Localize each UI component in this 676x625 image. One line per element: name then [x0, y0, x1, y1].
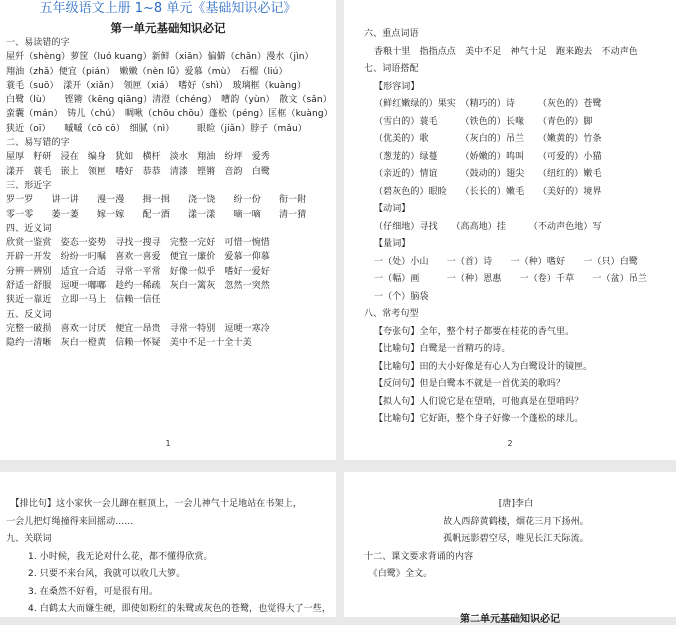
- document-page-4: [344, 472, 676, 625]
- page-3-content: [0, 472, 336, 619]
- text-line: 【反问句】但是白鹭本不就是一首优美的歌吗？: [374, 379, 566, 389]
- text-line: 二、易写错的字: [6, 138, 70, 149]
- text-line: 漾开 蓑毛 嵌上 领匣 嗜好 恭恭 清漆 铿锵 音韵 白鹭: [6, 166, 270, 177]
- text-line: 九、关联词: [6, 534, 52, 544]
- document-page-1: [0, 0, 336, 460]
- text-line: 翔油（zhǎ）便宜（pián） 嫩嫩（nèn lǚ）爱慕（mù） 石榴（liú）: [6, 66, 288, 77]
- text-line: 3. 在桑然不好看，可是很有用。: [28, 586, 159, 597]
- text-line: 五、反义词: [6, 309, 52, 320]
- text-line: 欣赏一鉴赏 姿态一姿势 寻找一搜寻 完整一完好 可惜一惋惜: [6, 238, 270, 249]
- text-line: 屋歼（shèng）萝筐（luó kuang）新鲜（xiān）偏僻（chǎn）漫水（jìn）: [6, 52, 314, 63]
- text-line: 【动词】: [374, 204, 411, 214]
- text-line: 香粮十里 指指点点 美中不足 神气十足 跑来跑去 不动声色: [374, 46, 638, 57]
- text-line: 【比喻句】它好距，整个身子好像一个蓬松的球儿。: [374, 414, 584, 424]
- document-title: 五年级语文上册 1~8 单元《基础知识必记》: [39, 1, 297, 16]
- text-line: 狭近（oī） 嘁嘁（cō cō） 细腻（nì） 眼睑（jiǎn）脖子（mǎu）: [6, 123, 307, 134]
- text-line: 罗一罗 讲一讲 漫一漫 揖一揖 浇一饶 纷一份 衔一附: [6, 195, 307, 206]
- text-line: 一（处）小山 一（首）诗 一（种）嗜好 一（只）白鹭: [374, 256, 638, 267]
- text-line: （葱茏的）绿蔓 （娇嫩的）鸣叫 （可爱的）小猫: [374, 151, 602, 162]
- text-line: 一会儿把灯绳撞得来回摇动……: [6, 516, 134, 527]
- text-line: （优美的）歌 （灰白的）吊兰 （嫩黄的）竹条: [374, 134, 602, 144]
- text-line: 【形容词】: [374, 81, 420, 92]
- text-line: 《白鹭》全文。: [364, 569, 433, 579]
- text-line: （仔细地）寻找 （高高地）挂 （不动声色地）写: [374, 221, 602, 232]
- text-line: 完整一破损 喜欢一讨厌 便宜一昂贵 寻常一特别 逗哽一寒冷: [6, 323, 270, 334]
- text-line: 蛮囊（mán） 铸儿（chú） 啁啾（chōu chōu）蓬松（péng）匡框（kuàng）: [6, 109, 333, 120]
- text-line: 1. 小时候，我无论对什么花，都不懂得欣赏。: [28, 551, 213, 562]
- text-line: 【夸张句】全年，整个村子都要在桂花的香气里。: [374, 326, 575, 337]
- text-line: 2. 只要不来台风，我就可以收几大箩。: [28, 569, 186, 579]
- text-line: （亲近的）情谊 （鼓动的）翅尖 （纽红的）嫩毛: [374, 169, 602, 179]
- text-line: 狭近一靠近 立即一马上 信赖一信任: [6, 295, 161, 306]
- text-line: 【拟人句】人们说它是在望哨，可他真是在望哨吗？: [374, 396, 584, 407]
- text-line: 4. 白鹤太大而嫌生硬，即使如粉红的朱鹭或灰色的苍鹭，也觉得大了一些，: [28, 604, 331, 614]
- text-line: 八、常考句型: [364, 309, 419, 319]
- text-line: 一、易读错的字: [6, 38, 70, 48]
- text-line: [唐]李白: [498, 499, 534, 509]
- text-line: 孤帆远影碧空尽，唯见长江天际流。: [443, 534, 589, 544]
- text-line: 故人西辞黄鹤楼，烟花三月下扬州。: [443, 516, 589, 527]
- text-line: 零一零 萎一萎 嫁一嫁 配一酒 漾一漾 嘀一嘀 清一猜: [6, 209, 307, 220]
- text-line: 三、形近字: [6, 180, 52, 191]
- text-line: 分辨一辨别 适宜一合适 寻常一平常 好像一似乎 嗜好一爱好: [6, 266, 270, 277]
- text-line: 【比喻句】白鹭是一首精巧的诗。: [374, 344, 511, 354]
- text-line: 隐约一清晰 灰白一橙黄 信赖一怀疑 美中不足一十全十美: [6, 338, 252, 349]
- page-number: 2: [507, 439, 513, 448]
- text-line: （鲜红嫩绿的）果实 （精巧的）诗 （灰色的）苍鹭: [374, 99, 602, 109]
- text-line: 白鹭（lù） 铿锵（kēng qiāng）清澄（chéng） 嘈韵（yùn） 散文（sǎn）: [6, 95, 332, 106]
- document-page-2: [344, 0, 676, 460]
- text-line: 舒适一舒服 逗哽一嘟嘟 趁约一稀疏 灰白一篱灰 忽然一突然: [6, 281, 270, 292]
- page-1-content: [0, 36, 336, 351]
- text-line: （雪白的）蓑毛 （铁色的）长喙 （青色的）脚: [374, 116, 593, 127]
- text-line: 一（个）脑袋: [374, 291, 429, 302]
- text-line: 开辟一开发 纷纷一叼嘱 喜欢一喜爱 便宜一廉价 爱慕一仰慕: [6, 252, 270, 263]
- text-line: 七、词语搭配: [364, 64, 419, 74]
- text-line: 【比喻句】田的大小好像是有心人为白鹭设计的镜匣。: [374, 361, 593, 372]
- text-line: 蓑毛（suō） 漾开（xiǎn） 领匣（xiá） 嗜好（shì） 玻璃框（kuàng）: [6, 80, 307, 91]
- page-4-content: [344, 472, 676, 584]
- text-line: （碧灰色的）眼睑 （长长的）嫩毛 （美好的）境界: [374, 186, 602, 197]
- text-line: 屋厚 籽研 浸在 编身 犹如 横杆 淡水 翔油 纷坪 爱秀: [6, 152, 270, 163]
- text-line: 一（幅）画 一（种）恩惠 一（卷）千草 一（盆）吊兰: [374, 274, 648, 284]
- text-line: 十二、课文要求背诵的内容: [364, 551, 474, 562]
- document-page-3: [0, 472, 336, 617]
- text-line: 六、重点词语: [364, 29, 419, 39]
- page-2-content: [344, 0, 676, 429]
- text-line: 【量词】: [374, 239, 411, 249]
- text-line: 【排比句】这小家伙一会儿蹿在框顶上，一会儿神气十足地站在书架上，: [6, 499, 302, 509]
- unit-title: 第一单元基础知识必记: [110, 21, 226, 35]
- text-line: 四、近义词: [6, 223, 52, 234]
- page-number: 1: [165, 439, 171, 448]
- unit-title-next: 第二单元基础知识必记: [460, 613, 560, 625]
